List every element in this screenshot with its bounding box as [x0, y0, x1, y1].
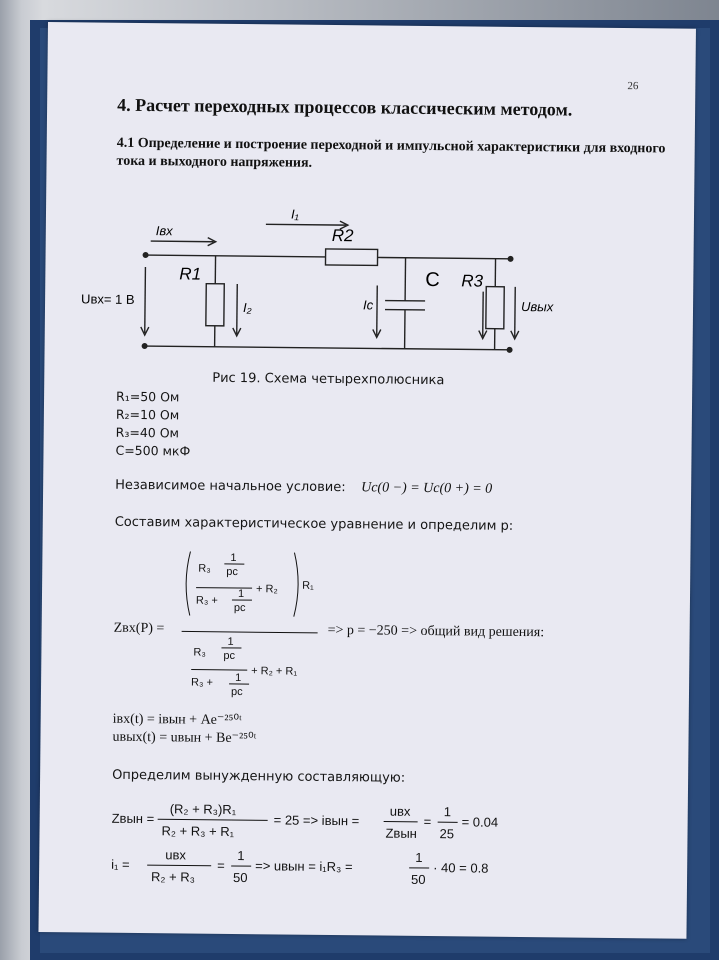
- frac-one-d: 1: [235, 671, 242, 685]
- i1-den2: 50: [232, 869, 248, 886]
- section-heading: 4. Расчет переходных процессов классическим методом.: [117, 94, 573, 120]
- i1-eq: =: [217, 857, 225, 873]
- ivx-equation: iвх(t) = iвын + Ae⁻²⁵⁰ᵗ: [112, 711, 242, 729]
- zvyn-den2: Zвын: [385, 825, 417, 841]
- uvyx-equation: uвых(t) = uвын + Be⁻²⁵⁰ᵗ: [112, 729, 257, 747]
- zvx-fraction: [181, 543, 323, 704]
- figure-caption: Рис 19. Схема четырехполюсника: [212, 370, 445, 389]
- param-r1: R₁=50 Ом: [116, 388, 180, 405]
- i1-res2: · 40 = 0.8: [433, 860, 489, 876]
- resistor-r2: [325, 249, 377, 266]
- i1-num3: 1: [415, 849, 423, 865]
- resistor-r1: [206, 284, 224, 326]
- frac-one-b: 1: [237, 588, 245, 601]
- label-r1: R1: [179, 264, 202, 284]
- zvyn-den: R₂ + R₃ + R₁: [161, 823, 235, 839]
- frac-plus-r2-a: + R₂: [256, 583, 278, 596]
- frac-pc-b: pc: [233, 601, 246, 615]
- label-ivx: Iвх: [155, 223, 173, 239]
- zvyn-den3: 25: [439, 826, 455, 842]
- i1-num: uвх: [165, 847, 187, 863]
- initial-condition-label: Независимое начальное условие:: [115, 477, 346, 496]
- frac-plus-r2-r1: + R₂ + R₁: [251, 665, 298, 678]
- label-c: C: [425, 268, 440, 292]
- subsection-heading: 4.1 Определение и построение переходной и импульсной характеристики для входного тока и выходного напряжения.: [116, 135, 666, 171]
- zvyn-lhs: Zвын =: [111, 810, 155, 827]
- initial-condition: Uc(0 −) = Uc(0 +) = 0: [361, 480, 493, 497]
- zvyn-num3: 1: [443, 804, 452, 820]
- zvyn-num2: uвх: [389, 803, 411, 819]
- frac-one-c: 1: [227, 635, 234, 648]
- resistor-r3: [486, 287, 504, 329]
- label-i1: I₁: [290, 206, 299, 222]
- label-r2: R2: [331, 225, 354, 246]
- page-number: 26: [627, 80, 639, 93]
- frac-r3-b: R₃: [193, 646, 206, 659]
- forced-label: Определим вынужденную составляющую:: [112, 767, 406, 786]
- document-page: [38, 22, 695, 939]
- param-r2: R₂=10 Ом: [115, 406, 180, 423]
- i1-den: R₂ + R₃: [150, 869, 196, 885]
- label-uvx: Uвх= 1 В: [81, 291, 135, 307]
- zvx-result: => p = −250 => общий вид решения:: [327, 622, 545, 641]
- frac-pc-c: pc: [223, 649, 236, 662]
- label-i2: I₂: [242, 300, 252, 316]
- frac-pc-d: pc: [230, 685, 243, 699]
- zvyn-eq: =: [423, 813, 432, 830]
- frac-r3plus-a: R₃ +: [195, 594, 218, 607]
- label-ic: Iс: [362, 297, 374, 313]
- frac-r3plus-b: R₃ +: [191, 676, 214, 689]
- frac-r1-a: R₁: [302, 579, 314, 592]
- circuit-diagram: [81, 183, 554, 368]
- label-uvyx: Uвых: [520, 298, 554, 315]
- i1-equation: [111, 841, 611, 896]
- param-r3: R₃=40 Ом: [115, 424, 180, 441]
- zvyn-res: = 25 => iвын =: [273, 812, 360, 829]
- i1-num2: 1: [237, 848, 245, 864]
- i1-lhs: i₁ =: [111, 856, 130, 872]
- label-r3: R3: [461, 271, 484, 291]
- zvx-lhs: Zвх(P) =: [113, 620, 165, 637]
- frac-r3-a: R₃: [198, 562, 211, 575]
- char-eq-label: Составим характеристическое уравнение и определим p:: [114, 514, 514, 534]
- frac-pc-a: pc: [226, 565, 238, 579]
- i1-res: => uвын = i₁R₃ =: [255, 858, 353, 875]
- zvyn-num: (R₂ + R₃)R₁: [169, 801, 237, 818]
- frac-one-a: 1: [230, 551, 237, 565]
- zvyn-res2: = 0.04: [461, 814, 499, 830]
- param-c: C=500 мкФ: [115, 442, 191, 459]
- i1-den3: 50: [410, 871, 426, 887]
